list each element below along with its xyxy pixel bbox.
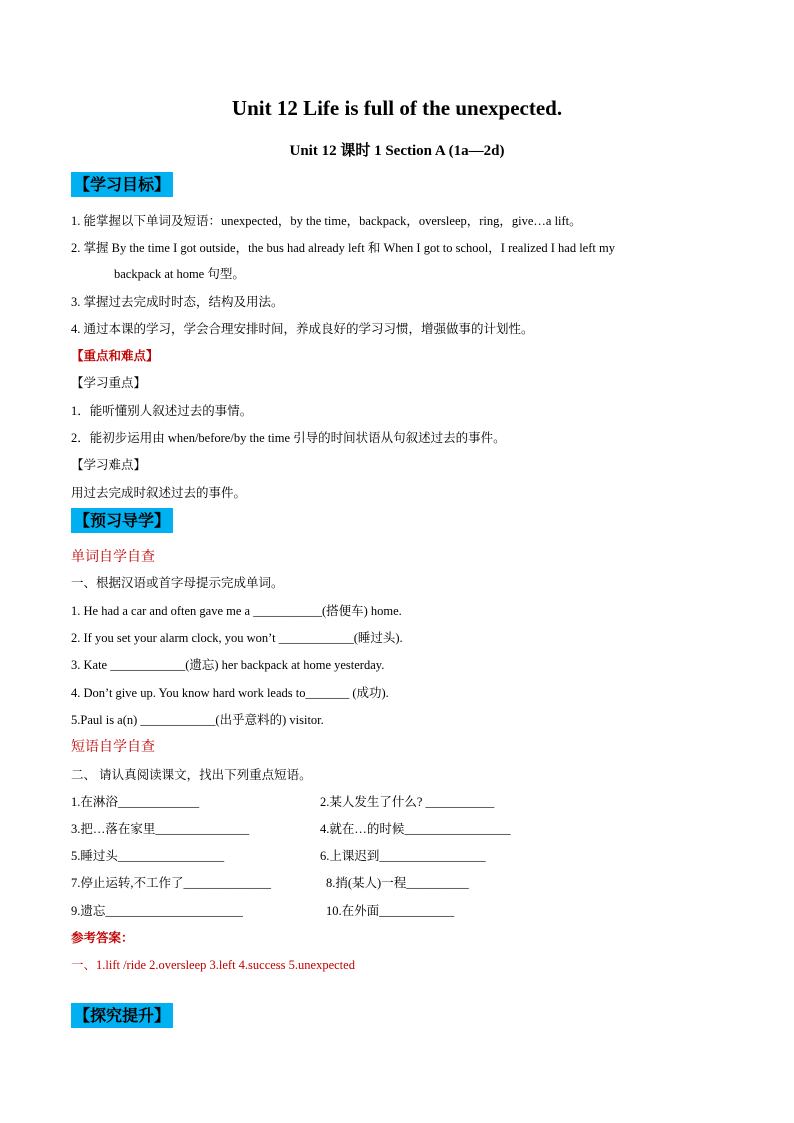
goal-item-2: 2. 掌握 By the time I got outside，the bus had already left 和 When I got to school，I realized I had left my — [71, 241, 615, 255]
key-point-1: 1．能听懂别人叙述过去的事情。 — [71, 404, 253, 418]
goal-item-3: 3. 掌握过去完成时时态，结构及用法。 — [71, 295, 284, 309]
word-instruction: 一、根据汉语或首字母提示完成单词。 — [71, 576, 284, 590]
word-item-5: 5.Paul is a(n) ____________(出乎意料的) visitor. — [71, 713, 324, 727]
word-item-4: 4. Don’t give up. You know hard work leads to_______ (成功). — [71, 686, 389, 700]
phrase-item-1: 1.在淋浴_____________ — [71, 795, 200, 809]
word-item-3: 3. Kate ____________(遗忘) her backpack at home yesterday. — [71, 658, 385, 672]
key-difficult-title: 【重点和难点】 — [71, 349, 159, 363]
answers-title: 参考答案： — [71, 931, 134, 945]
phrase-item-7: 7.停止运转,不工作了______________ — [71, 876, 272, 890]
phrase-item-4: 4.就在…的时候_________________ — [320, 822, 511, 836]
phrase-check-title: 短语自学自查 — [71, 740, 155, 755]
difficult-points-label: 【学习难点】 — [71, 458, 147, 472]
phrase-item-2: 2.某人发生了什么? ___________ — [320, 795, 495, 809]
key-point-2: 2．能初步运用由 when/before/by the time 引导的时间状语从句叙述过去的事件。 — [71, 431, 506, 445]
phrase-instruction: 二、 请认真阅读课文，找出下列重点短语。 — [71, 768, 312, 782]
goal-item-4: 4. 通过本课的学习，学会合理安排时间，养成良好的学习习惯，增强做事的计划性。 — [71, 322, 534, 336]
goal-item-2-continued: backpack at home 句型。 — [114, 267, 245, 281]
lesson-subtitle: Unit 12 课时 1 Section A (1a—2d) — [289, 143, 505, 159]
document-title: Unit 12 Life is full of the unexpected. — [231, 96, 563, 120]
phrase-item-8: 8.捎(某人)一程__________ — [326, 876, 469, 890]
word-check-title: 单词自学自查 — [71, 550, 155, 565]
section-header-preview: 【预习导学】 — [71, 508, 173, 533]
goal-item-1: 1. 能掌握以下单词及短语：unexpected，by the time，backpack，oversleep，ring，give…a lift。 — [71, 214, 582, 228]
phrase-item-5: 5.睡过头_________________ — [71, 849, 225, 863]
key-points-label: 【学习重点】 — [71, 376, 147, 390]
word-item-1: 1. He had a car and often gave me a ___________(搭便车) home. — [71, 604, 402, 618]
phrase-item-6: 6.上课迟到_________________ — [320, 849, 486, 863]
section-header-goals: 【学习目标】 — [71, 172, 173, 197]
phrase-item-10: 10.在外面____________ — [326, 904, 455, 918]
section-header-explore: 【探究提升】 — [71, 1003, 173, 1028]
difficult-point-1: 用过去完成时叙述过去的事件。 — [71, 486, 247, 500]
phrase-item-9: 9.遗忘______________________ — [71, 904, 243, 918]
phrase-item-3: 3.把…落在家里_______________ — [71, 822, 250, 836]
word-item-2: 2. If you set your alarm clock, you won’t ____________(睡过头). — [71, 631, 403, 645]
answers-text: 一、1.lift /ride 2.oversleep 3.left 4.success 5.unexpected — [71, 958, 355, 972]
